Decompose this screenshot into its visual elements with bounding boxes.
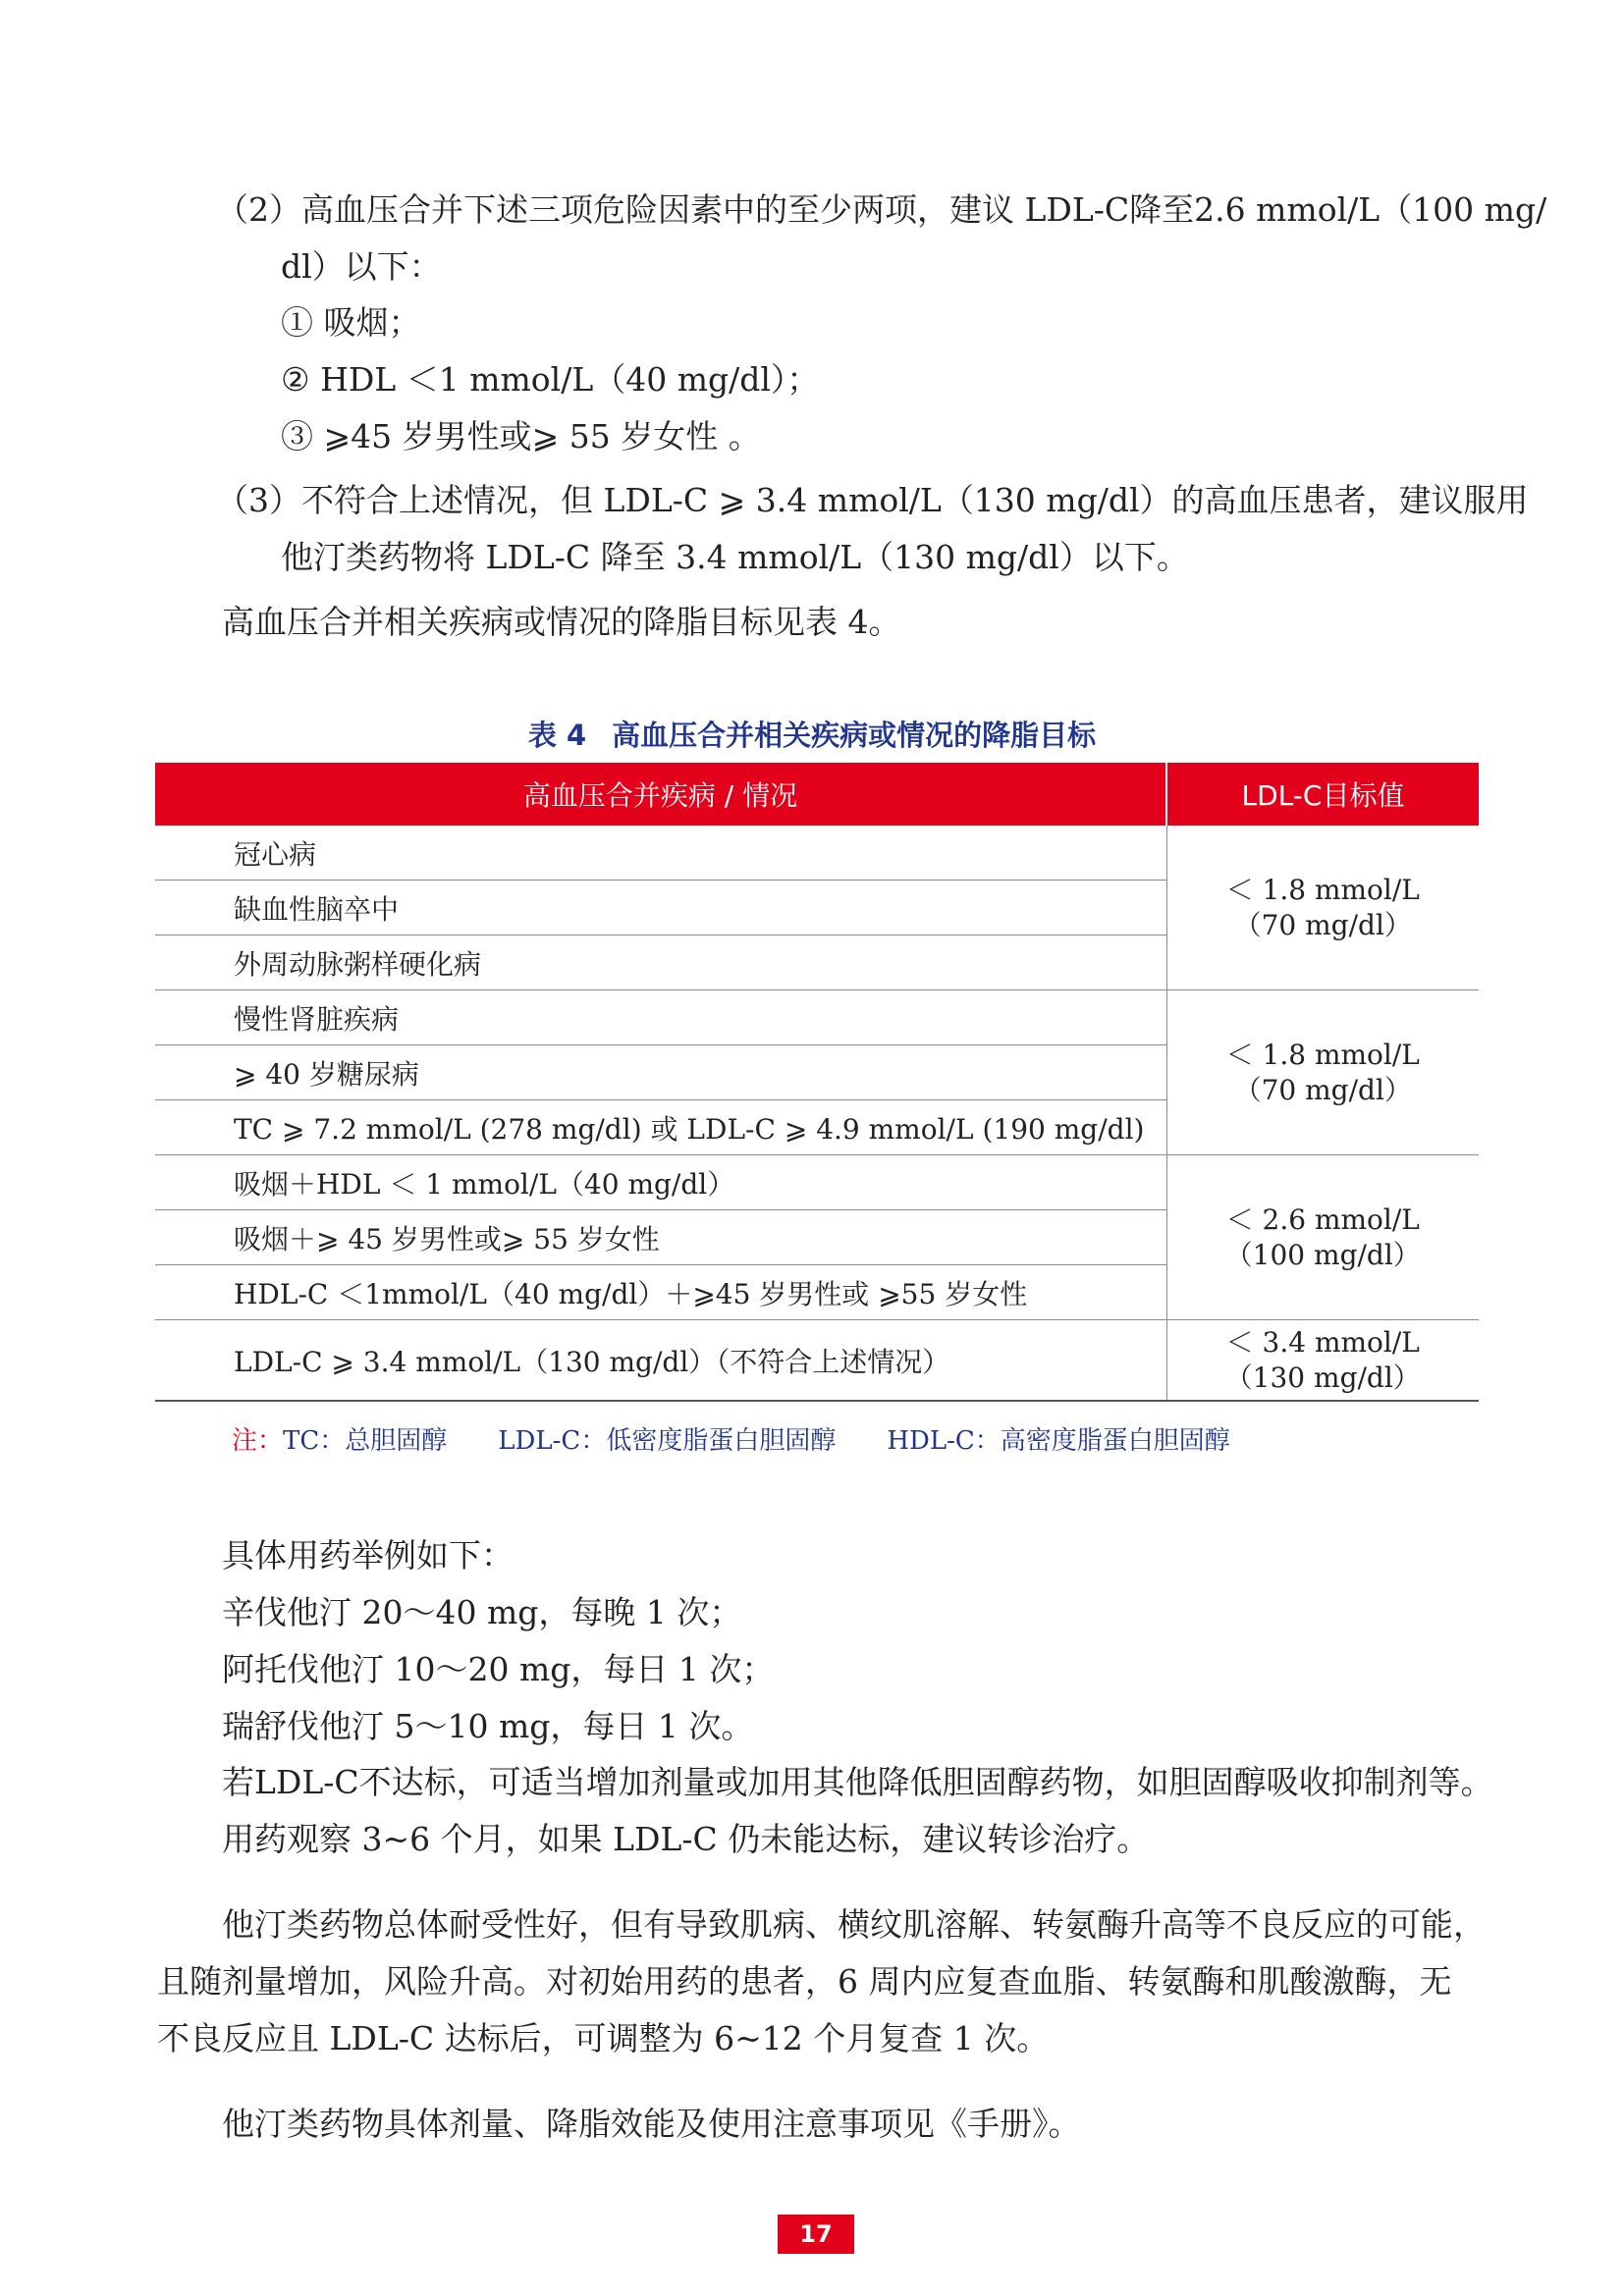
dosing-simvastatin: 辛伐他汀 20～40 mg，每晚 1 次； [222, 1593, 742, 1631]
target-value: ＜ 1.8 mmol/L [1225, 873, 1420, 906]
condition-cell: LDL-C ⩾ 3.4 mmol/L（130 mg/dl）（不符合上述情况） [155, 1320, 1166, 1402]
risk-factor-2: ② HDL ＜1 mmol/L（40 mg/dl）； [281, 360, 820, 399]
risk-factor-3: ③ ⩾45 岁男性或⩾ 55 岁女性 。 [281, 417, 761, 455]
header-condition: 高血压合并疾病 / 情况 [155, 763, 1166, 826]
condition-cell: TC ⩾ 7.2 mmol/L (278 mg/dl) 或 LDL-C ⩾ 4.9 mmol/L (190 mg/dl) [155, 1100, 1166, 1155]
table-reference-text: 高血压合并相关疾病或情况的降脂目标见表 4。 [222, 603, 901, 641]
safety-line-2: 且随剂量增加，风险升高。对初始用药的患者，6 周内应复查血脂、转氨酶和肌酸激酶，无 [157, 1962, 1452, 2001]
item3-line1: （3）不符合上述情况，但 LDL-C ⩾ 3.4 mmol/L（130 mg/dl）的高血压患者，建议服用 [216, 481, 1529, 519]
target-value-mgdl: （130 mg/dl） [1224, 1361, 1421, 1394]
target-value: ＜ 3.4 mmol/L [1225, 1325, 1420, 1359]
dosing-rosuvastatin: 瑞舒伐他汀 5～10 mg，每日 1 次。 [222, 1707, 754, 1745]
item3-line2: 他汀类药物将 LDL-C 降至 3.4 mmol/L（130 mg/dl）以下。 [281, 538, 1189, 576]
target-cell [1166, 990, 1479, 1155]
target-value: ＜ 2.6 mmol/L [1225, 1202, 1420, 1236]
condition-cell: 缺血性脑卒中 [155, 881, 1166, 935]
condition-cell: ⩾ 40 岁糖尿病 [155, 1045, 1166, 1100]
footnote-tc: TC：总胆固醇 [283, 1426, 448, 1456]
footnote-hdl: HDL-C：高密度脂蛋白胆固醇 [887, 1426, 1230, 1456]
table-caption-number: 表 4 [527, 719, 587, 752]
dosing-adjustment: 若LDL-C不达标，可适当增加剂量或加用其他降低胆固醇药物，如胆固醇吸收抑制剂等。 [222, 1763, 1493, 1801]
table-caption-title: 高血压合并相关疾病或情况的降脂目标 [612, 719, 1097, 752]
table-row [155, 1320, 1479, 1402]
table-caption [0, 714, 1624, 754]
condition-cell: 慢性肾脏疾病 [155, 990, 1166, 1045]
condition-cell: 外周动脉粥样硬化病 [155, 935, 1166, 990]
dosing-atorvastatin: 阿托伐他汀 10～20 mg，每日 1 次； [222, 1650, 775, 1688]
target-cell [1166, 826, 1479, 990]
table-row [155, 990, 1479, 1045]
target-value-mgdl: （70 mg/dl） [1233, 1073, 1412, 1106]
condition-cell: 吸烟＋⩾ 45 岁男性或⩾ 55 岁女性 [155, 1210, 1166, 1265]
condition-cell: 冠心病 [155, 826, 1166, 881]
manual-reference: 他汀类药物具体剂量、降脂效能及使用注意事项见《手册》。 [222, 2105, 1081, 2143]
safety-line-1: 他汀类药物总体耐受性好，但有导致肌病、横纹肌溶解、转氨酶升高等不良反应的可能， [222, 1905, 1486, 1944]
lipid-target-table [155, 763, 1479, 1402]
dosing-referral: 用药观察 3~6 个月，如果 LDL-C 仍未能达标，建议转诊治疗。 [222, 1820, 1150, 1858]
target-value: ＜ 1.8 mmol/L [1225, 1038, 1420, 1071]
item2-line1: （2）高血压合并下述三项危险因素中的至少两项，建议 LDL-C降至2.6 mmol/L（100 mg/ [216, 190, 1547, 229]
condition-cell: HDL-C ＜1mmol/L（40 mg/dl）＋⩾45 岁男性或 ⩾55 岁女性 [155, 1265, 1166, 1320]
footnote-ldl: LDL-C：低密度脂蛋白胆固醇 [498, 1426, 837, 1456]
page-number: 17 [778, 2215, 854, 2254]
condition-cell: 吸烟＋HDL ＜ 1 mmol/L（40 mg/dl） [155, 1155, 1166, 1210]
safety-line-3: 不良反应且 LDL-C 达标后，可调整为 6~12 个月复查 1 次。 [157, 2019, 1050, 2057]
table-row [155, 1155, 1479, 1210]
risk-factor-1: ① 吸烟； [281, 303, 421, 342]
header-target: LDL-C目标值 [1166, 763, 1479, 826]
table-footnote [232, 1420, 1230, 1457]
item2-line2: dl）以下： [281, 247, 442, 286]
target-value-mgdl: （100 mg/dl） [1224, 1238, 1421, 1271]
dosing-intro: 具体用药举例如下： [222, 1536, 514, 1575]
target-value-mgdl: （70 mg/dl） [1233, 908, 1412, 941]
table-header-row [155, 763, 1479, 826]
footnote-label: 注： [232, 1426, 284, 1456]
table-row [155, 826, 1479, 881]
target-cell [1166, 1155, 1479, 1320]
target-cell [1166, 1320, 1479, 1402]
